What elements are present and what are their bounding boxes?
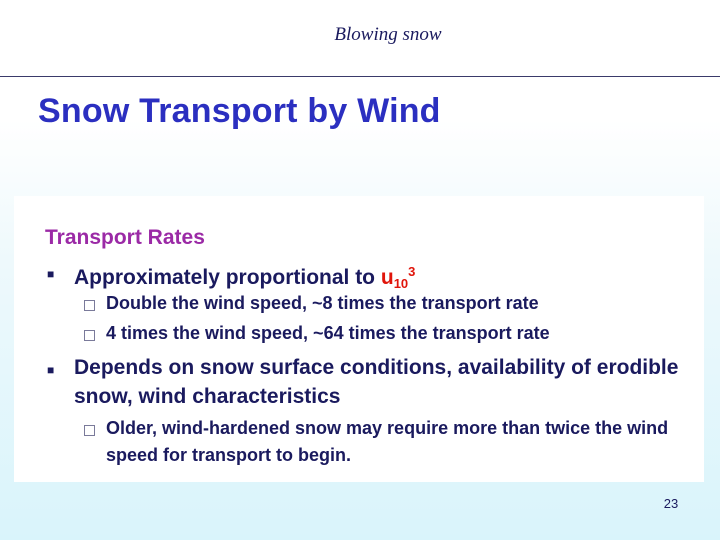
section-heading: Transport Rates [45, 226, 205, 249]
bullet-1-label: Approximately proportional to [74, 266, 381, 289]
page-number: 23 [663, 496, 679, 511]
header-title: Blowing snow [334, 24, 442, 45]
hollow-square-bullet-icon [84, 425, 95, 436]
bullet-2-text: Depends on snow surface conditions, availability of erodible snow, wind characteristics [74, 356, 679, 408]
sub-bullet-1-1: Double the wind speed, ~8 times the transport rate [106, 293, 539, 313]
square-bullet-icon: ■ [47, 363, 55, 377]
square-bullet-icon: ■ [47, 267, 55, 281]
formula-superscript: 3 [408, 264, 416, 279]
formula-u10-cubed [381, 266, 416, 289]
sub-bullet-1-2: 4 times the wind speed, ~64 times the transport rate [106, 323, 550, 343]
header-divider [0, 76, 720, 77]
formula-symbol: u [380, 266, 394, 289]
sub-bullet-2-1: Older, wind-hardened snow may require more than twice the wind speed for transport to begin. [106, 418, 669, 465]
slide-title: Snow Transport by Wind [38, 92, 441, 130]
hollow-square-bullet-icon [84, 300, 95, 311]
formula-subscript: 10 [393, 276, 409, 291]
hollow-square-bullet-icon [84, 330, 95, 341]
